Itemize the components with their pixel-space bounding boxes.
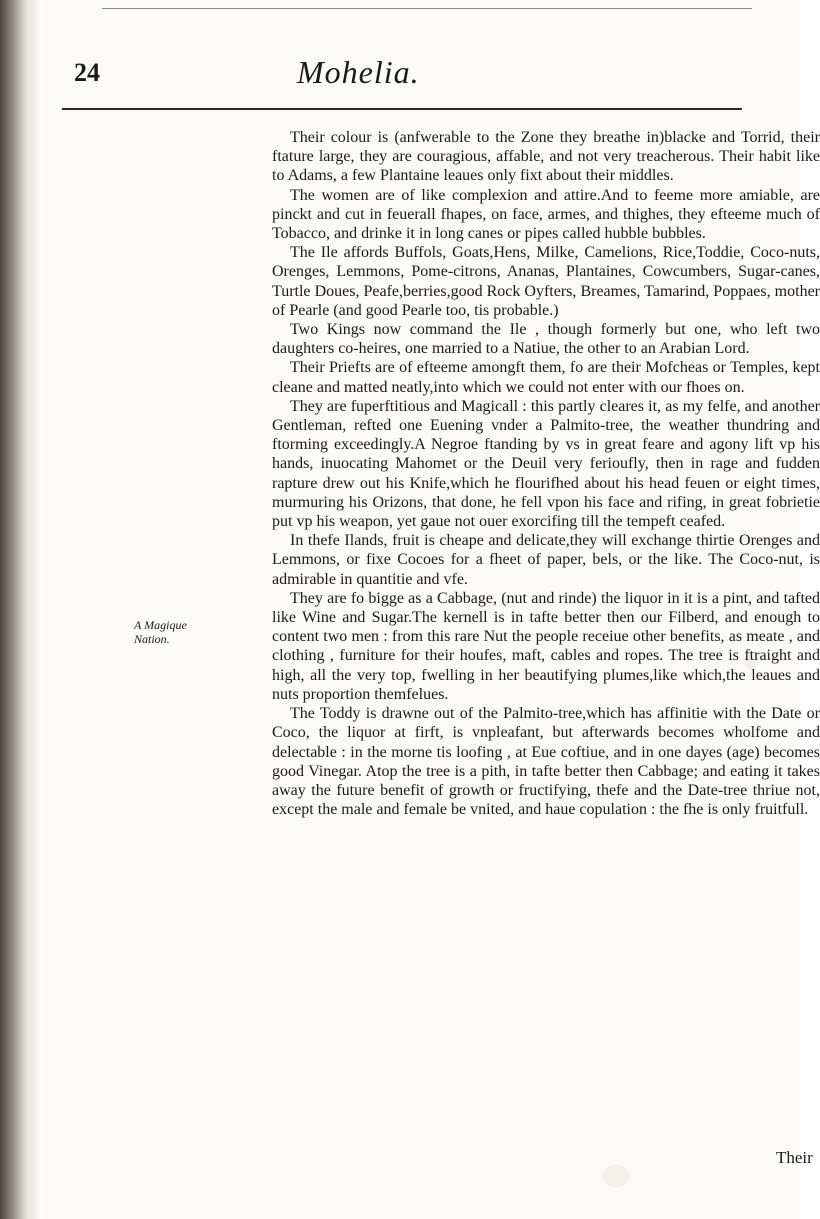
header-rule (62, 108, 742, 110)
paragraph: The Toddy is drawne out of the Palmito-tree,which has affinitie with the Date or Coco, the liquor at firft, is vnpleafant, but afterwards becomes wholfome and delectable : in the morne tis loofing , at Eue coftiue, and in one dayes (age) becomes good Vinegar. Atop the tree is a pith, in tafte better then Cabbage; and eating it takes away the future benefit of growth or fructifying, thefe and the Date-tree thriue not, except the male and female be vnited, and haue copulation : the fhe is only fruitfull. (272, 705, 820, 819)
paragraph: The Ile affords Buffols, Goats,Hens, Milke, Camelions, Rice,Toddie, Coco-nuts, Orenges, Lemmons, Pome-citrons, Ananas, Plantaines, Cowcumbers, Sugar-canes, Turtle Doues, Peafe,berries,good Rock Oyfters, Breames, Tamarind, Poppaes, mother of Pearle (and good Pearle too, tis probable.) (272, 244, 820, 319)
page-number: 24 (74, 58, 100, 87)
catchword: Their (776, 1148, 813, 1167)
paragraph: In thefe Ilands, fruit is cheape and delicate,they will exchange thirtie Orenges and Lemmons, or fixe Cocoes for a fheet of paper, bels, or the like. The Coco-nut, is admirable in quantitie and vfe. (272, 532, 820, 588)
running-title: Mohelia. (297, 54, 420, 90)
page-stain (742, 650, 760, 668)
margin-note (134, 618, 187, 646)
margin-note-line: Nation. (134, 632, 170, 646)
body-text (272, 128, 820, 819)
paragraph: The women are of like complexion and attire.And to feeme more amiable, are pinckt and cut in feuerall fhapes, on face, armes, and thighes, they efteeme much of Tobacco, and drinke it in long canes or pipes called hubble bubbles. (272, 186, 820, 243)
margin-note-line: A Magique (134, 618, 187, 632)
book-page (42, 0, 820, 1219)
paragraph: They are fuperftitious and Magicall : this partly cleares it, as my felfe, and another Gentleman, refted one Euening vnder a Palmito-tree, the weather thundring and ftorming exceedingly.A Negroe ftanding by vs in great feare and agony lift vp his hands, inuocating Mahomet or the Deuil very ferioufly, then in rage and fudden rapture drew out his Knife,which he flourifhed about his head feuen or eight times, murmuring his Orizons, that done, he fell vpon his face and rifing, in great fobrietie put vp his weapon, yet gaue not ouer exorcifing till the tempeft ceafed. (272, 397, 820, 531)
top-rule (102, 8, 752, 9)
paragraph: Their colour is (anfwerable to the Zone they breathe in)blacke and Torrid, their ftature large, they are couragious, affable, and not very treacherous. Their habit like to Adams, a few Plantaine leaues only fixt about their middles. (272, 129, 820, 185)
paragraph: Their Priefts are of efteeme amongft them, fo are their Mofcheas or Temples, kept cleane and matted neatly,into which we could not enter with our fhoes on. (272, 359, 820, 396)
paragraph: Two Kings now command the Ile , though formerly but one, who left two daughters co-heires, one married to a Natiue, the other to an Arabian Lord. (272, 321, 820, 358)
paragraph: They are fo bigge as a Cabbage, (nut and rinde) the liquor in it is a pint, and tafted like Wine and Sugar.The kernell is in tafte better then our Filberd, and enough to content two men : from this rare Nut the people receiue other benefits, as meate , and clothing , furniture for their houfes, maft, cables and ropes. The tree is ftraight and high, all the very top, fwelling in her beautifying plumes,like which,the leaues and nuts proportion themfelues. (272, 589, 820, 703)
page-stain (602, 1165, 630, 1187)
page-header (42, 30, 742, 90)
book-spine (0, 0, 30, 1219)
spine-shadow (30, 0, 42, 1219)
